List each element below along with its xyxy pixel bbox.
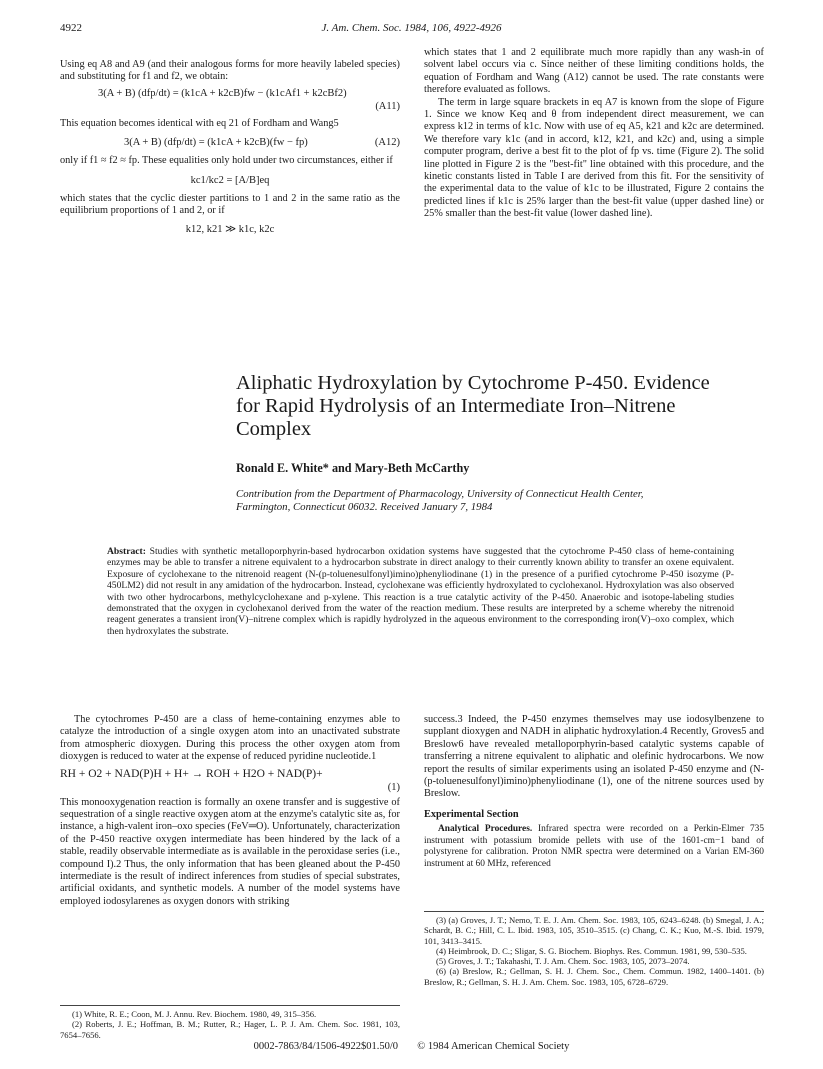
title-line-2: for Rapid Hydrolysis of an Intermediate Iron–Nitrene [236, 395, 676, 417]
abstract-text: Studies with synthetic metalloporphyrin-based hydrocarbon oxidation systems have suggested that the cytochrome P-450 class of heme-containing enzymes may be able to transfer a nitrene equivalent to a hydrocarbon substrate in direct analogy to their currently known ability to transfer an oxene equivalent. Exposure of cyclohexane to the nitrenoid reagent (N-(p-toluenesulfonyl)imino)phenyliodinane (1) in the presence of a purified cytochrome P-450 isozyme (P-450LM2) did not result in any amidation of the hydrocarbon. Instead, cyclohexane was efficiently hydroxylated to cyclohexanol. Hydroxylation was also observed with two other hydrocarbons, methylcyclohexane and p-xylene. This reaction is a true catalytic activity of the P-450. Anaerobic and isotope-labeling studies demonstrated that the oxygen in cyclohexanol derived from the water of the reaction medium. These results are interpreted by a scheme whereby the nitrenoid reagent generates a transient iron(V)–nitrene complex which is rapidly hydrolyzed in the aqueous environment to the corresponding iron(V)–oxo complex, which then hydroxylates the substrate. [107, 546, 735, 637]
prev-left-p3: only if f1 ≈ f2 ≈ fp. These equalities only hold under two circumstances, either if [60, 155, 393, 167]
analytical-procedures-text: Infrared spectra were recorded on a Perkin-Elmer 735 instrument with potassium bromide pellets with use of the 1601-cm−1 band of polystyrene for calibration. Proton NMR spectra were determined on a Varian EM-360 instrument at 60 MHz, referenced [424, 824, 765, 870]
authors: Ronald E. White* and Mary-Beth McCarthy [236, 461, 470, 475]
prev-right-column [424, 47, 764, 221]
footnote-separator-right [424, 911, 764, 912]
affiliation-line-1: Contribution from the Department of Pharmacology, University of Connecticut Health Center, [236, 488, 644, 500]
equation-a11-text: 3(A + B) (dfp/dt) = (k1cA + k2cB)fw − (k1cAf1 + k2cBf2) [98, 87, 347, 99]
equation-ratio: kc1/kc2 = [A/B]eq [190, 174, 270, 186]
article-title [236, 372, 776, 441]
equation-a12-text: 3(A + B) (dfp/dt) = (k1cA + k2cB)(fw − fp) [124, 137, 308, 149]
analytical-procedures [424, 824, 764, 870]
intro-p3: success.3 Indeed, the P-450 enzymes themselves may use iodosylbenzene to supplant dioxygen and NADH in aliphatic hydroxylation.4 Recently, Groves5 and Breslow6 have revealed metalloporphyrin-based catalytic systems capable of transferring a nitrene equivalent to aliphatic and olefinic hydrocarbons. We now report the results of similar experiments using an isolated P-450 enzyme and (N-(p-toluenesulfonyl)imino)phenyliodinane (1), one of the nitrene sources used by Breslow. [424, 714, 764, 800]
equation-a12 [60, 136, 400, 149]
prev-right-p1: which states that 1 and 2 equilibrate much more rapidly than any wash-in of solvent label occurs via c. Since neither of these limiting conditions holds, the equation of Fordham and Wang (A12) cannot be used. The rate constants were therefore evaluated as follows. [424, 47, 764, 96]
footnote-4: (4) Heimbrook, D. C.; Sligar, S. G. Biochem. Biophys. Res. Commun. 1981, 99, 530–535. [436, 945, 747, 956]
footnote-1: (1) White, R. E.; Coon, M. J. Annu. Rev. Biochem. 1980, 49, 315–356. [72, 1009, 317, 1019]
equation-1-text: RH + O2 + NAD(P)H + H+ → ROH + H2O + NAD(P)+ [60, 767, 323, 780]
journal-citation: J. Am. Chem. Soc. 1984, 106, 4922-4926 [321, 22, 502, 34]
equation-a12-number: (A12) [374, 137, 400, 149]
prev-right-p2: The term in large square brackets in eq A7 is known from the slope of Figure 1. Since we know Keq and θ from independent direct measurement, we can express k12 in terms of k1c. Now with use of eq A5, k21 and k2c are determined. We therefore vary k1c (and in accord, k12, k21, and k2c) and, using a simple computer program, derive a best fit to the plot of fp vs. time (Figure 2). The solid line plotted in Figure 2 is the "best-fit" line obtained with this procedure, and the kinetic constants listed in Table I are derived from this fit. For the sensitivity of the experimental data to the value of k1c to be illustrated, Figure 2 contains the predicted lines if k1c is 25% larger than the best-fit value (upper dashed line) or 25% smaller than the best-fit value (lower dashed line). [424, 96, 764, 220]
equation-a11-number-row [60, 100, 400, 114]
equation-rates: k12, k21 ≫ k1c, k2c [185, 224, 275, 236]
body-right-column [424, 714, 764, 871]
experimental-heading: Experimental Section [424, 808, 519, 820]
analytical-procedures-label: Analytical Procedures. [438, 824, 533, 835]
affiliation-line-2: Farmington, Connecticut 06032. Received January 7, 1984 [236, 501, 493, 513]
title-line-3: Complex [236, 418, 312, 440]
intro-p1: The cytochromes P-450 are a class of heme-containing enzymes able to catalyze the introduction of a single oxygen atom into an unactivated substrate from atmospheric dioxygen. During this process the other oxygen atom from dioxygen is reduced to water at the expense of reduced pyridine nucleotide.1 [60, 714, 400, 763]
prev-left-p2: This equation becomes identical with eq 21 of Fordham and Wang5 [60, 117, 339, 129]
prev-left-p4: which states that the cyclic diester partitions to 1 and 2 in the same ratio as the equilibrium proportions of 1 and 2, or if [60, 192, 400, 217]
prev-left-p1: Using eq A8 and A9 (and their analogous forms for more heavily labeled species) and substituting for f1 and f2, we obtain: [60, 59, 400, 83]
title-line-1: Aliphatic Hydroxylation by Cytochrome P-450. Evidence [236, 372, 710, 394]
footnotes-left [60, 1009, 400, 1040]
abstract-label: Abstract: [107, 546, 146, 557]
footer [0, 1041, 823, 1052]
footnote-5: (5) Groves, J. T.; Takahashi, T. J. Am. Chem. Soc. 1983, 105, 2073–2074. [436, 956, 690, 967]
prev-left-column [60, 59, 400, 236]
footer-copyright: © 1984 American Chemical Society [417, 1041, 570, 1052]
intro-p2: This monooxygenation reaction is formally an oxene transfer and is suggestive of sequestration of a single reactive oxygen atom at the enzyme's catalytic site as, for instance, a high-valent iron–oxo species (FeV═O). Unfortunately, characterization of the P-450 reactive oxygen intermediate has been hindered by the lack of a stable, readily observable intermediate as is available in the peroxidase series (i.e., compound I).2 Thus, the only information that has been gleaned about the P-450 intermediate is the result of indirect inferences from studies of special substrates, artificial oxidants, and synthetic models. A number of the model systems have employed iodosylarenes as oxygen donors with striking [60, 796, 401, 907]
equation-a11 [60, 87, 400, 100]
equation-a11-number: (A11) [375, 100, 400, 112]
body-left-column [60, 714, 400, 908]
footnote-separator-left [60, 1005, 400, 1006]
abstract [107, 546, 734, 637]
equation-1 [60, 768, 400, 781]
footnote-3: (3) (a) Groves, J. T.; Nemo, T. E. J. Am. Chem. Soc. 1983, 105, 6243–6248. (b) Smegal, J. A.; Schardt, B. C.; Hill, C. L. Ibid. 1983, 105, 3510–3515. (c) Chang, C. K.; Kuo, M.-S. Ibid. 1979, 101, 3413–3415. [424, 915, 764, 946]
page-number: 4922 [60, 22, 82, 34]
footer-code: 0002-7863/84/1506-4922$01.50/0 [253, 1041, 399, 1052]
footnotes-right [424, 915, 764, 987]
equation-1-number: (1) [387, 781, 400, 793]
footnote-6: (6) (a) Breslow, R.; Gellman, S. H. J. Chem. Soc., Chem. Commun. 1982, 1400–1401. (b) Breslow, R.; Gellman, S. H. J. Am. Chem. Soc. 1983, 105, 6728–6729. [424, 966, 764, 987]
equation-1-number-row [60, 781, 400, 795]
footnote-2: (2) Roberts, J. E.; Hoffman, B. M.; Rutter, R.; Hager, L. P. J. Am. Chem. Soc. 1981, 103, 7654–7656. [60, 1019, 400, 1040]
affiliation [236, 488, 776, 514]
